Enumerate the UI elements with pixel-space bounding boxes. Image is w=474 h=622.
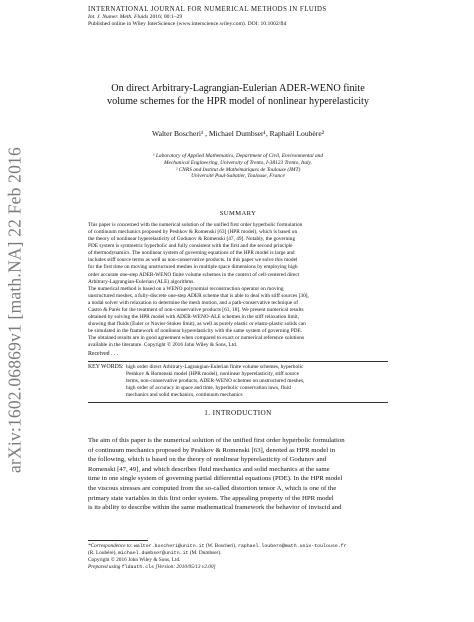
intro-line: the viscous stresses are computed from the so-called distortion tensor A, which is one of the bbox=[88, 484, 337, 492]
prepared-suffix: [Version: 2010/05/13 v2.00] bbox=[154, 564, 216, 571]
citation-volume: 2016; 00:1–29 bbox=[148, 14, 183, 20]
divider bbox=[88, 402, 388, 403]
intro-line: time in one single system of governing partial differential equations (PDE). In the HPR model bbox=[88, 475, 343, 483]
affiliation-line: ¹ Laboratory of Applied Mathematics, Department of Civil, Environmental and bbox=[152, 153, 324, 159]
abstract-line: The obtained results are in good agreement when compared to exact or numerical reference solutions bbox=[88, 335, 305, 342]
keywords-label: KEY WORDS: bbox=[88, 364, 124, 370]
keywords bbox=[126, 364, 388, 399]
intro-line: is its ability to describe within the same mathematical framework the behavior of inviscid and bbox=[88, 504, 342, 512]
abstract-line: Castro & Parés for the treatment of non-conservative products [61, 18]. We present numerical results bbox=[88, 306, 304, 313]
abstract-line: of thermodynamics. The nonlinear system of governing equations of the HPR model is large and bbox=[88, 250, 295, 257]
received-note: Received . . . bbox=[88, 351, 119, 357]
abstract-line: includes stiff source terms as well as non-conservative products. In this paper we solve this model bbox=[88, 257, 298, 264]
correspondence-label: *Correspondence to: bbox=[88, 543, 133, 549]
affiliation-line: Mechanical Engineering, University of Trento, I-38123 Trento, Italy. bbox=[164, 159, 312, 166]
affiliation-line: ² CNRS and Institut de Mathématiques de Toulouse (IMT) bbox=[175, 166, 301, 173]
affiliations bbox=[98, 153, 378, 180]
abstract-line: available in the literature. Copyright © 2016 John Wiley & Sons, Ltd. bbox=[88, 342, 238, 349]
keywords-line: terms, non-conservative products, ADER-WENO schemes on unstructured meshes, bbox=[126, 378, 305, 385]
abstract-line: obtained by solving the HPR model with ADER-WENO-ALE schemes in the stiff relaxation limit, bbox=[88, 314, 299, 321]
journal-header bbox=[88, 6, 448, 28]
paper-title bbox=[88, 82, 388, 108]
abstract-line: PDE system is symmetric hyperbolic and fully consistent with the first and the second principle bbox=[88, 243, 293, 250]
journal-name: INTERNATIONAL JOURNAL FOR NUMERICAL METHODS IN FLUIDS bbox=[88, 6, 327, 13]
published-line: Published online in Wiley InterScience (www.interscience.wiley.com). DOI: 10.1002/fld bbox=[88, 21, 287, 27]
keywords-line: mechanics and solid mechanics, continuum mechanics bbox=[126, 392, 243, 399]
arxiv-sidebar bbox=[2, 145, 28, 475]
intro-line: primary state variables in this first order system. The appealing property of the HPR model bbox=[88, 494, 334, 502]
abstract-line: for the first time on moving unstructured meshes in multiple space dimensions by employing high bbox=[88, 264, 298, 271]
abstract-line: order accurate one-step ADER-WENO finite volume schemes in the context of cell-centered direct bbox=[88, 271, 300, 278]
prepared-prefix: Prepared using bbox=[88, 564, 122, 571]
abstract-line: unstructured meshes, a fully-discrete one-step ADER scheme that is able to deal with stiff sources [30], bbox=[88, 292, 309, 299]
email-link[interactable]: michael.dumbser@unitn.it bbox=[118, 551, 189, 557]
correspondence-text: (M. Dumbser). bbox=[188, 550, 222, 557]
abstract-line: Arbitrary-Lagrangian-Eulerian (ALE) algorithms. bbox=[88, 278, 195, 285]
correspondence-text: (W. Boscheri), bbox=[204, 543, 238, 549]
divider bbox=[88, 361, 388, 362]
author-list: Walter Boscheri¹ , Michael Dumbser¹, Raphaël Loubère² bbox=[152, 129, 324, 138]
intro-line: The aim of this paper is the numerical solution of the unified first order hyperbolic formulation bbox=[88, 437, 345, 444]
journal-citation bbox=[88, 14, 448, 21]
intro-line: the following, which is based on the theory of nonlinear hyperelasticity of Godunov and bbox=[88, 456, 327, 464]
prepared-using bbox=[88, 564, 408, 571]
arxiv-identifier: arXiv:1602.06869v1 [math.NA] 22 Feb 2016 bbox=[4, 147, 25, 473]
intro-line: Romenski [47, 49], and which describes fluid mechanics and solid mechanics at the same bbox=[88, 465, 330, 473]
title-line-2: volume schemes for the HPR model of nonlinear hyperelasticity bbox=[107, 96, 369, 107]
citation-journal: Int. J. Numer. Meth. Fluids bbox=[88, 14, 149, 20]
copyright-footer: Copyright © 2016 John Wiley & Sons, Ltd. bbox=[88, 557, 181, 564]
footnote-rule bbox=[88, 540, 148, 541]
keywords-line: high order of accuracy in space and time, hyperbolic conservation laws, fluid bbox=[126, 385, 291, 392]
abstract-line: a nodal solver with relaxation to determine the mesh motion, and a path-conservative technique of bbox=[88, 299, 298, 306]
keywords-line: high order direct Arbitrary-Lagrangian-Eulerian finite volume schemes, hyperbolic bbox=[126, 364, 304, 370]
keywords-line: Peshkov & Romenski model (HPR model), nonlinear hyperelasticity, stiff source bbox=[126, 371, 300, 378]
correspondence-line-1 bbox=[88, 543, 408, 550]
abstract-line: the theory of nonlinear hyperelasticity of Godunov & Romenski [47, 49]. Notably, the governing bbox=[88, 236, 296, 243]
intro-line: of continuum mechanics proposed by Peshkov & Romenski [63], denoted as HPR model in bbox=[88, 446, 336, 454]
summary-heading: SUMMARY bbox=[219, 210, 257, 217]
email-link[interactable]: walter.boscheri@unitn.it bbox=[134, 544, 205, 549]
abstract-line: of continuum mechanics proposed by Peshkov & Romenski [63] (HPR model), which is based on bbox=[88, 229, 298, 236]
intro-heading: 1. INTRODUCTION bbox=[204, 409, 272, 417]
abstract bbox=[88, 222, 388, 349]
abstract-line: showing that fluids (Euler or Navier-Stokes limit), as well as purely elastic or elasto-plastic solids can bbox=[88, 321, 306, 328]
title-line-1: On direct Arbitrary-Lagrangian-Eulerian ADER-WENO finite bbox=[111, 83, 365, 94]
email-link[interactable]: raphael.loubere@math.univ-toulouse.fr bbox=[237, 544, 347, 549]
abstract-line: This paper is concerned with the numerical solution of the unified first order hyperbolic formulation bbox=[88, 222, 303, 228]
footnotes bbox=[88, 543, 408, 571]
correspondence-text: (R. Loubère), bbox=[88, 550, 119, 557]
introduction-body bbox=[88, 436, 388, 513]
abstract-line: The numerical method is based on a WENO polynomial reconstruction operator on moving bbox=[88, 285, 284, 292]
affiliation-line: Université Paul-Sabatier, Toulouse, France bbox=[191, 173, 285, 180]
prepared-class: fldauth.cls bbox=[121, 565, 155, 571]
abstract-line: be simulated in the framework of nonlinear hyperelasticity with the same system of governing PDE. bbox=[88, 328, 303, 335]
